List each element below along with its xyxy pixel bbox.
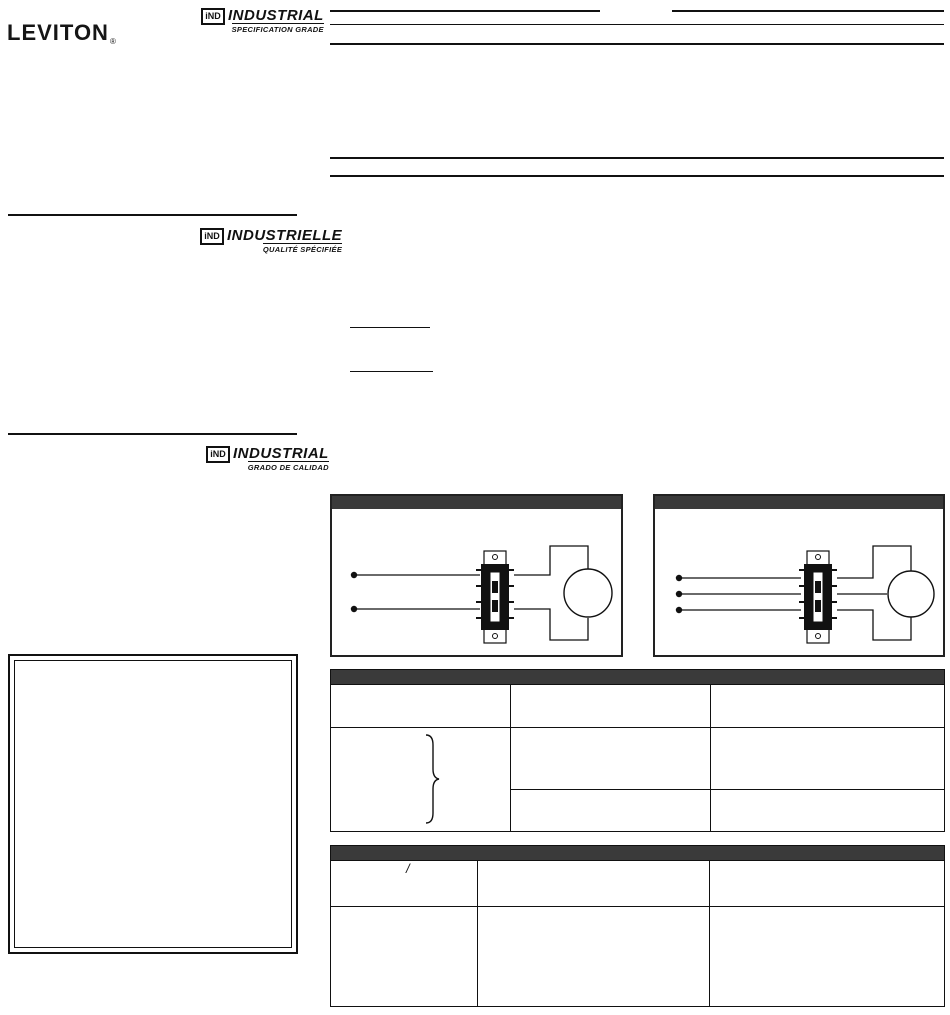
section-divider-french: [8, 214, 297, 216]
table-cell: [331, 907, 478, 1007]
underline-1: [350, 327, 430, 328]
spec-table-2: [330, 845, 945, 1007]
table-header-bar: [331, 846, 945, 861]
badge-subtitle: GRADO DE CALIDAD: [247, 463, 329, 472]
table-cell: [511, 685, 711, 728]
wiring-diagram-two-wire: [330, 494, 623, 657]
registered-mark: ®: [109, 37, 117, 46]
notice-box: [8, 654, 298, 954]
ind-logo-box: iND: [201, 8, 225, 25]
table-cell-grouped: [331, 727, 511, 831]
table-cell: [331, 685, 511, 728]
ind-logo-box: iND: [200, 228, 224, 245]
ind-logo-box: iND: [206, 446, 230, 463]
section-rule-bottom: [330, 175, 944, 177]
table-cell: [711, 790, 945, 832]
table-cell: [710, 907, 945, 1007]
underline-2: [350, 371, 433, 372]
table-cell: [711, 685, 945, 728]
wiring-schematic: [655, 496, 943, 655]
wiring-diagram-three-wire: [653, 494, 945, 657]
motor-symbol: [888, 571, 934, 617]
badge-title: INDUSTRIAL: [233, 445, 329, 462]
wiring-schematic: [332, 496, 621, 655]
section-rule-top: [330, 157, 944, 159]
section-divider-spanish: [8, 433, 297, 435]
table-cell: [710, 861, 945, 907]
industrial-grado-badge: [206, 446, 329, 472]
badge-subtitle: SPECIFICATION GRADE: [231, 25, 324, 34]
header-rule-thick: [330, 43, 944, 45]
spec-table-1: [330, 669, 945, 832]
title-rule-right: [672, 10, 944, 12]
table-cell: [511, 790, 711, 832]
curly-brace: [424, 733, 444, 825]
badge-title: INDUSTRIELLE: [227, 227, 343, 244]
header-rule: [330, 24, 944, 25]
table-mark: /: [406, 861, 410, 876]
leviton-logo: [7, 20, 117, 46]
title-rule-left: [330, 10, 600, 12]
table-cell: [511, 727, 711, 790]
table-header-bar: [331, 670, 945, 685]
industrielle-grade-badge: [200, 228, 342, 254]
table-cell: [478, 907, 710, 1007]
switch-toggle: [490, 572, 500, 622]
badge-title: INDUSTRIAL: [228, 7, 324, 24]
motor-symbol: [564, 569, 612, 617]
industrial-grade-badge: [201, 8, 324, 34]
brand-name: LEVITON: [7, 20, 109, 45]
switch-toggle: [813, 572, 823, 622]
notice-box-inner-border: [14, 660, 292, 948]
badge-subtitle: QUALITÉ SPÉCIFIÉE: [262, 245, 343, 254]
table-cell: [331, 861, 478, 907]
table-cell: [711, 727, 945, 790]
table-cell: [478, 861, 710, 907]
